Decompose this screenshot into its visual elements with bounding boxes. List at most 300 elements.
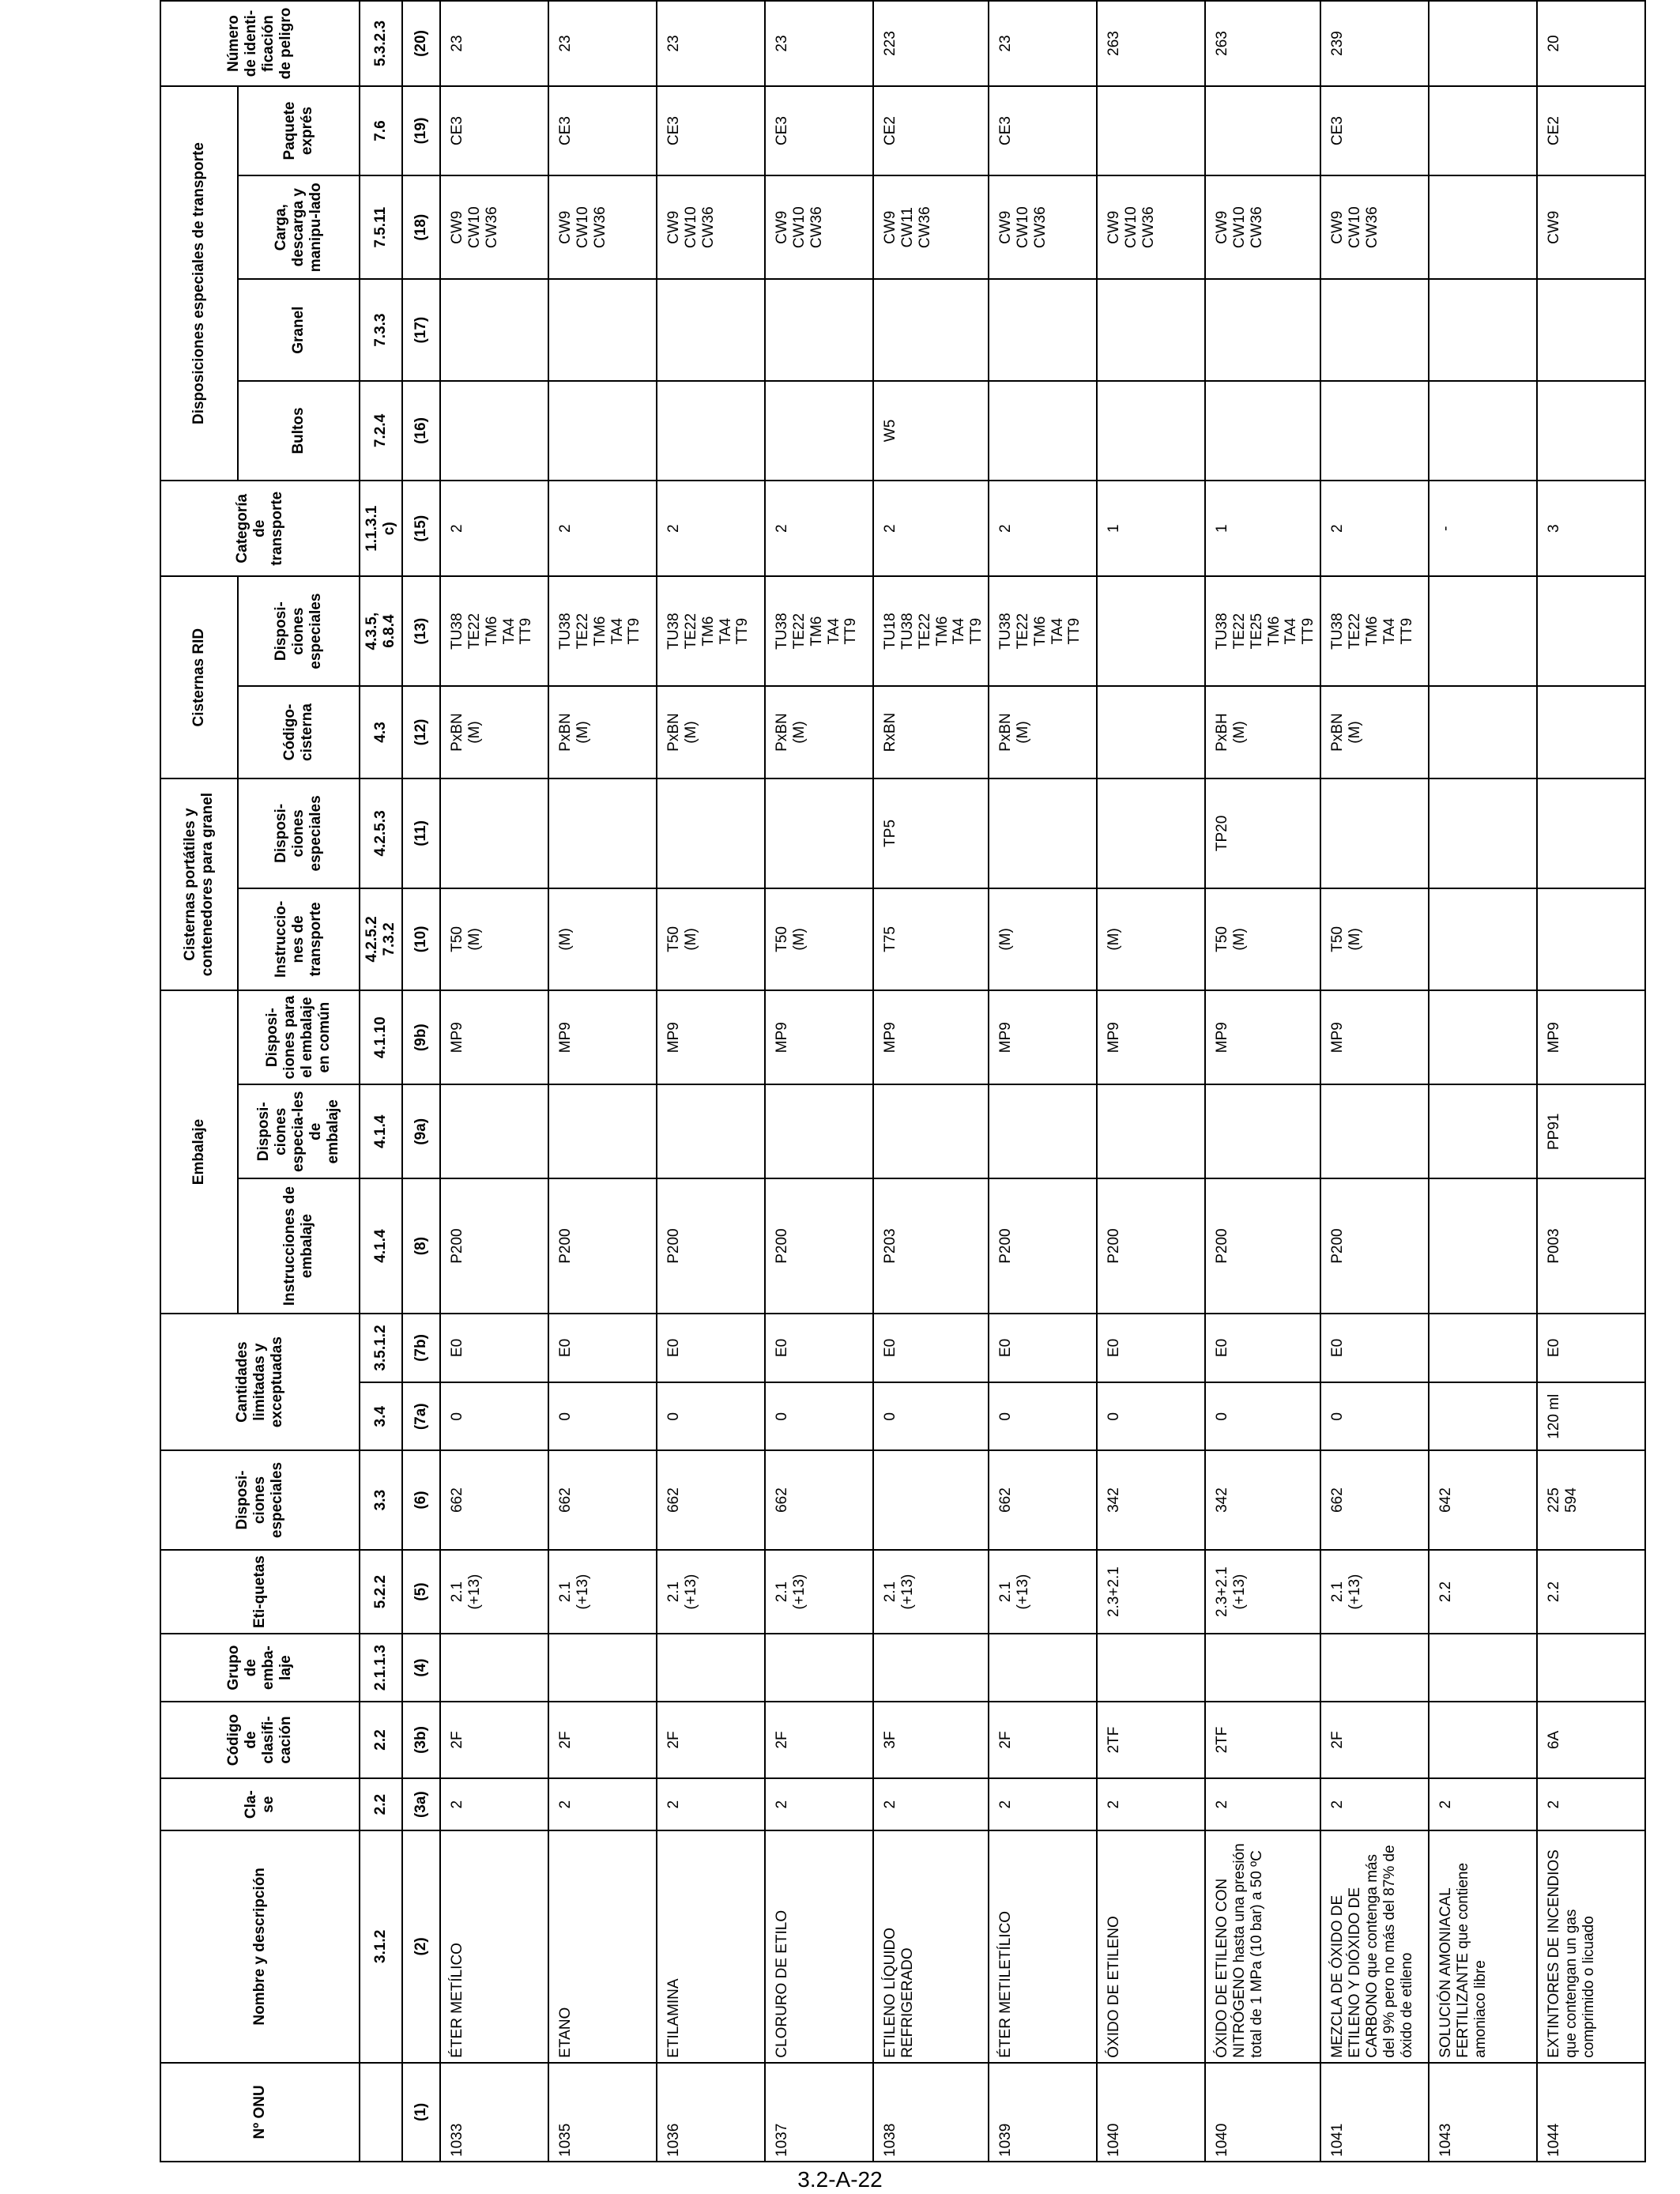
cell-rid-disp: TU18 TU38 TE22 TM6 TA4 TT9 [873,576,989,686]
cell-rid-disp: TU38 TE22 TM6 TA4 TT9 [1320,576,1429,686]
reference-cell: 2.2 [360,1778,402,1830]
cell-peligro: 23 [765,1,873,86]
cell-cp-instr: (M) [548,888,657,990]
cell-bultos [1205,381,1320,481]
cell-cp-disp: TP5 [873,778,989,888]
cell-disp-emb [1320,1084,1429,1178]
cell-grupo [1429,1634,1537,1701]
cell-eq: E0 [1537,1314,1645,1382]
cell-lq: 0 [1205,1382,1320,1450]
column-number-cell: (6) [402,1450,440,1549]
reference-cell: 3.4 [360,1382,402,1450]
cell-carga: CW9 CW10 CW36 [657,175,765,279]
table-row [1205,1,1320,2162]
table-row [1320,1,1429,2162]
cell-peligro: 239 [1320,1,1429,86]
header-disposiciones-especiales: Disposi-ciones especiales [160,1450,360,1549]
header-carga-descarga: Carga, descarga y manipu-lado [238,175,360,279]
cell-expres: CE3 [440,86,548,175]
header-clase: Cla- se [160,1778,360,1830]
cell-instr: P200 [1320,1178,1429,1313]
cell-peligro: 23 [989,1,1097,86]
cell-cp-disp [765,778,873,888]
cell-eq: E0 [1205,1314,1320,1382]
cell-cp-disp: TP20 [1205,778,1320,888]
cell-disp: 662 [989,1450,1097,1549]
cell-cp-instr: T50 (M) [1320,888,1429,990]
cell-rid-codigo: PxBH (M) [1205,686,1320,778]
page-number: 3.2-A-22 [797,2167,883,2192]
cell-instr [1429,1178,1537,1313]
rotated-page [160,0,1597,2162]
cell-carga: CW9 [1537,175,1645,279]
cell-clase: 2 [1205,1778,1320,1830]
header-cisternas-portatiles: Cisternas portátiles y contenedores para granel [160,778,238,990]
cell-nombre: ETILENO LÍQUIDO REFRIGERADO [873,1830,989,2063]
cell-instr: P200 [989,1178,1097,1313]
cell-codigo: 2TF [1205,1702,1320,1779]
cell-etiquetas: 2.1 (+13) [873,1550,989,1634]
cell-emb-comun: MP9 [1320,990,1429,1084]
cell-nombre: EXTINTORES DE INCENDIOS que contengan un gas comprimido o licuado [1537,1830,1645,2063]
cell-rid-codigo: PxBN (M) [548,686,657,778]
cell-granel [989,279,1097,380]
cell-nombre: SOLUCIÓN AMONIACAL FERTILIZANTE que contiene amoniaco libre [1429,1830,1537,2063]
cell-carga: CW9 CW10 CW36 [440,175,548,279]
column-number-cell: (17) [402,279,440,380]
reference-cell: 3.5.1.2 [360,1314,402,1382]
column-number-row [402,1,440,2162]
cell-onu: 1040 [1097,2063,1205,2162]
cell-expres: CE3 [1320,86,1429,175]
cell-rid-codigo: PxBN (M) [657,686,765,778]
cell-clase: 2 [873,1778,989,1830]
cell-peligro: 20 [1537,1,1645,86]
cell-instr: P200 [765,1178,873,1313]
cell-categoria: 2 [989,481,1097,576]
cell-instr: P003 [1537,1178,1645,1313]
cell-clase: 2 [1097,1778,1205,1830]
cell-etiquetas: 2.3+2.1 [1097,1550,1205,1634]
cell-cp-instr: (M) [989,888,1097,990]
cell-carga: CW9 CW10 CW36 [1097,175,1205,279]
header-cisternas-rid: Cisternas RID [160,576,238,778]
cell-cp-disp [548,778,657,888]
cell-disp: 342 [1097,1450,1205,1549]
cell-bultos [1537,381,1645,481]
cell-disp [873,1450,989,1549]
header-numero-peligro: Número de identi-ficación de peligro [160,1,360,86]
cell-bultos [657,381,765,481]
cell-disp: 342 [1205,1450,1320,1549]
cell-etiquetas: 2.1 (+13) [657,1550,765,1634]
cell-disp-emb [1429,1084,1537,1178]
cell-cp-instr: T50 (M) [1205,888,1320,990]
cell-grupo [548,1634,657,1701]
cell-onu: 1035 [548,2063,657,2162]
cell-granel [1429,279,1537,380]
cell-peligro [1429,1,1537,86]
cell-categoria: 1 [1205,481,1320,576]
cell-etiquetas: 2.2 [1537,1550,1645,1634]
header-categoria-transporte: Categoría de transporte [160,481,360,576]
cell-cp-disp [989,778,1097,888]
header-embalaje: Embalaje [160,990,238,1314]
cell-expres: CE3 [548,86,657,175]
reference-cell: 1.1.3.1 c) [360,481,402,576]
cell-peligro: 23 [548,1,657,86]
cell-rid-disp: TU38 TE22 TM6 TA4 TT9 [657,576,765,686]
cell-bultos [1320,381,1429,481]
table-body [440,1,1645,2162]
cell-categoria: 2 [1320,481,1429,576]
cell-carga: CW9 CW10 CW36 [765,175,873,279]
column-number-cell: (9b) [402,990,440,1084]
cell-cp-disp [657,778,765,888]
cell-eq: E0 [873,1314,989,1382]
cell-etiquetas: 2.1 (+13) [548,1550,657,1634]
cell-instr: P200 [1205,1178,1320,1313]
cell-nombre: ÉTER METÍLICO [440,1830,548,2063]
cell-cp-instr: T50 (M) [657,888,765,990]
cell-carga: CW9 CW11 CW36 [873,175,989,279]
cell-granel [873,279,989,380]
cell-lq: 0 [548,1382,657,1450]
header-no-onu: Nº ONU [160,2063,360,2162]
cell-cp-disp [1537,778,1645,888]
table-row [1429,1,1537,2162]
header-bultos: Bultos [238,381,360,481]
cell-rid-disp [1537,576,1645,686]
cell-eq [1429,1314,1537,1382]
cell-etiquetas: 2.1 (+13) [440,1550,548,1634]
column-number-cell: (3b) [402,1702,440,1779]
cell-categoria: 2 [548,481,657,576]
cell-codigo: 2F [1320,1702,1429,1779]
cell-etiquetas: 2.1 (+13) [1320,1550,1429,1634]
cell-disp-emb: PP91 [1537,1084,1645,1178]
cell-bultos [1429,381,1537,481]
cell-granel [1537,279,1645,380]
cell-disp-emb [440,1084,548,1178]
cell-cp-instr [1429,888,1537,990]
cell-codigo: 2F [548,1702,657,1779]
cell-lq: 0 [657,1382,765,1450]
cell-clase: 2 [1537,1778,1645,1830]
cell-emb-comun: MP9 [548,990,657,1084]
column-number-cell: (19) [402,86,440,175]
cell-clase: 2 [989,1778,1097,1830]
reference-cell: 4.3 [360,686,402,778]
cell-rid-codigo [1537,686,1645,778]
cell-expres: CE2 [1537,86,1645,175]
cell-granel [1097,279,1205,380]
cell-expres [1205,86,1320,175]
cell-emb-comun: MP9 [1537,990,1645,1084]
cell-clase: 2 [1320,1778,1429,1830]
cell-eq: E0 [440,1314,548,1382]
column-number-cell: (16) [402,381,440,481]
cell-disp-emb [873,1084,989,1178]
cell-eq: E0 [548,1314,657,1382]
table-row [765,1,873,2162]
cell-expres [1429,86,1537,175]
reference-cell: 7.2.4 [360,381,402,481]
cell-peligro: 263 [1097,1,1205,86]
cell-onu: 1033 [440,2063,548,2162]
cell-categoria: 2 [440,481,548,576]
reference-cell: 3.1.2 [360,1830,402,2063]
cell-granel [1320,279,1429,380]
cell-carga: CW9 CW10 CW36 [1320,175,1429,279]
cell-clase: 2 [1429,1778,1537,1830]
cell-peligro: 263 [1205,1,1320,86]
reference-cell: 2.2 [360,1702,402,1779]
cell-grupo [440,1634,548,1701]
cell-lq: 0 [765,1382,873,1450]
reference-cell: 4.1.10 [360,990,402,1084]
column-number-cell: (8) [402,1178,440,1313]
cell-grupo [1097,1634,1205,1701]
cell-bultos [548,381,657,481]
cell-cp-disp [1097,778,1205,888]
cell-granel [657,279,765,380]
cell-grupo [1537,1634,1645,1701]
cell-grupo [989,1634,1097,1701]
cell-onu: 1038 [873,2063,989,2162]
column-number-cell: (20) [402,1,440,86]
column-number-cell: (18) [402,175,440,279]
cell-disp: 662 [765,1450,873,1549]
cell-disp-emb [548,1084,657,1178]
cell-nombre: MEZCLA DE ÓXIDO DE ETILENO Y DIÓXIDO DE CARBONO que contenga más del 9% pero no más del 87% de óxido de etileno [1320,1830,1429,2063]
table-row [873,1,989,2162]
table-row [657,1,765,2162]
reference-cell: 3.3 [360,1450,402,1549]
cell-carga: CW9 CW10 CW36 [548,175,657,279]
header-instrucciones-embalaje: Instrucciones de embalaje [238,1178,360,1313]
cell-disp-emb [657,1084,765,1178]
reference-cell: 5.2.2 [360,1550,402,1634]
cell-bultos [1097,381,1205,481]
header-instrucciones-transporte: Instruccio-nes de transporte [238,888,360,990]
cell-instr: P200 [548,1178,657,1313]
cell-rid-codigo: PxBN (M) [440,686,548,778]
cell-rid-codigo: PxBN (M) [1320,686,1429,778]
cell-expres: CE3 [657,86,765,175]
cell-granel [765,279,873,380]
cell-eq: E0 [989,1314,1097,1382]
cell-instr: P200 [1097,1178,1205,1313]
cell-emb-comun: MP9 [1205,990,1320,1084]
cell-cp-disp [440,778,548,888]
cell-rid-codigo: PxBN (M) [989,686,1097,778]
cell-lq: 0 [989,1382,1097,1450]
cell-onu: 1041 [1320,2063,1429,2162]
cell-nombre: ÓXIDO DE ETILENO [1097,1830,1205,2063]
cell-peligro: 23 [440,1,548,86]
cell-categoria: 1 [1097,481,1205,576]
cell-rid-disp: TU38 TE22 TM6 TA4 TT9 [989,576,1097,686]
cell-onu: 1044 [1537,2063,1645,2162]
header-disp-especiales-embalaje: Disposi-ciones especia-les de embalaje [238,1084,360,1178]
cell-lq: 0 [873,1382,989,1450]
cell-rid-codigo: RxBN [873,686,989,778]
reference-cell: 4.3.5, 6.8.4 [360,576,402,686]
cell-codigo: 6A [1537,1702,1645,1779]
header-etiquetas: Eti-quetas [160,1550,360,1634]
cell-emb-comun: MP9 [765,990,873,1084]
cell-bultos: W5 [873,381,989,481]
column-number-cell: (1) [402,2063,440,2162]
cell-grupo [1320,1634,1429,1701]
cell-disp: 225 594 [1537,1450,1645,1549]
header-codigo-clasificacion: Código de clasifi-cación [160,1702,360,1779]
cell-grupo [765,1634,873,1701]
cell-bultos [440,381,548,481]
header-cantidades: Cantidades limitadas y exceptuadas [160,1314,360,1451]
header-granel: Granel [238,279,360,380]
cell-lq: 120 ml [1537,1382,1645,1450]
reference-cell: 7.3.3 [360,279,402,380]
cell-disp-emb [765,1084,873,1178]
column-number-cell: (5) [402,1550,440,1634]
cell-etiquetas: 2.2 [1429,1550,1537,1634]
header-disp-embalaje-comun: Disposi-ciones para el embalaje en común [238,990,360,1084]
cell-lq: 0 [1320,1382,1429,1450]
cell-codigo: 2TF [1097,1702,1205,1779]
column-number-cell: (11) [402,778,440,888]
column-number-cell: (12) [402,686,440,778]
cell-onu: 1043 [1429,2063,1537,2162]
cell-cp-disp [1320,778,1429,888]
reference-cell: 4.1.4 [360,1178,402,1313]
cell-expres: CE2 [873,86,989,175]
table-row [548,1,657,2162]
column-number-cell: (7b) [402,1314,440,1382]
header-disp-especiales-transporte: Disposiciones especiales de transporte [160,86,238,481]
cell-cp-instr [1537,888,1645,990]
cell-cp-instr: T75 [873,888,989,990]
cell-disp-emb [1097,1084,1205,1178]
table-row [1537,1,1645,2162]
cell-codigo: 2F [440,1702,548,1779]
cell-grupo [1205,1634,1320,1701]
cell-rid-codigo: PxBN (M) [765,686,873,778]
cell-onu: 1036 [657,2063,765,2162]
cell-codigo: 3F [873,1702,989,1779]
cell-nombre: CLORURO DE ETILO [765,1830,873,2063]
reference-cell: 2.1.1.3 [360,1634,402,1701]
cell-carga: CW9 CW10 CW36 [989,175,1097,279]
cell-nombre: ÓXIDO DE ETILENO CON NITRÓGENO hasta una presión total de 1 MPa (10 bar) a 50 ºC [1205,1830,1320,2063]
cell-expres: CE3 [765,86,873,175]
cell-onu: 1039 [989,2063,1097,2162]
column-number-cell: (9a) [402,1084,440,1178]
cell-nombre: ÉTER METILETÍLICO [989,1830,1097,2063]
column-number-cell: (13) [402,576,440,686]
header-grupo-embalaje: Grupo de emba-laje [160,1634,360,1701]
column-number-cell: (15) [402,481,440,576]
cell-emb-comun: MP9 [989,990,1097,1084]
cell-etiquetas: 2.1 (+13) [989,1550,1097,1634]
cell-nombre: ETILAMINA [657,1830,765,2063]
cell-emb-comun: MP9 [657,990,765,1084]
table-row [440,1,548,2162]
reference-cell: 4.2.5.3 [360,778,402,888]
cell-emb-comun [1429,990,1537,1084]
reference-cell: 4.2.5.2 7.3.2 [360,888,402,990]
cell-rid-disp: TU38 TE22 TM6 TA4 TT9 [765,576,873,686]
cell-bultos [765,381,873,481]
cell-lq: 0 [440,1382,548,1450]
header-codigo-cisterna: Código-cisterna [238,686,360,778]
column-number-cell: (2) [402,1830,440,2063]
cell-clase: 2 [440,1778,548,1830]
cell-eq: E0 [657,1314,765,1382]
cell-categoria: 2 [873,481,989,576]
reference-cell [360,2063,402,2162]
cell-emb-comun: MP9 [440,990,548,1084]
cell-disp: 642 [1429,1450,1537,1549]
cell-rid-disp: TU38 TE22 TM6 TA4 TT9 [440,576,548,686]
cell-grupo [657,1634,765,1701]
cell-instr: P203 [873,1178,989,1313]
cell-grupo [873,1634,989,1701]
reference-row [360,1,402,2162]
cell-disp: 662 [440,1450,548,1549]
cell-codigo [1429,1702,1537,1779]
cell-instr: P200 [657,1178,765,1313]
cell-nombre: ETANO [548,1830,657,2063]
cell-peligro: 23 [657,1,765,86]
cell-disp: 662 [548,1450,657,1549]
cell-emb-comun: MP9 [873,990,989,1084]
cell-carga [1429,175,1537,279]
cell-peligro: 223 [873,1,989,86]
column-number-cell: (3a) [402,1778,440,1830]
cell-categoria: 3 [1537,481,1645,576]
cell-onu: 1040 [1205,2063,1320,2162]
cell-etiquetas: 2.3+2.1 (+13) [1205,1550,1320,1634]
cell-eq: E0 [765,1314,873,1382]
header-cp-disp-especiales: Disposi-ciones especiales [238,778,360,888]
cell-categoria: 2 [765,481,873,576]
table-row [1097,1,1205,2162]
cell-rid-codigo [1429,686,1537,778]
cell-etiquetas: 2.1 (+13) [765,1550,873,1634]
cell-disp: 662 [657,1450,765,1549]
header-rid-disp-especiales: Disposi-ciones especiales [238,576,360,686]
cell-carga: CW9 CW10 CW36 [1205,175,1320,279]
cell-onu: 1037 [765,2063,873,2162]
cell-granel [440,279,548,380]
cell-codigo: 2F [657,1702,765,1779]
cell-granel [548,279,657,380]
cell-codigo: 2F [765,1702,873,1779]
cell-eq: E0 [1320,1314,1429,1382]
cell-cp-instr: T50 (M) [440,888,548,990]
dangerous-goods-table [160,0,1646,2162]
cell-bultos [989,381,1097,481]
cell-granel [1205,279,1320,380]
cell-clase: 2 [765,1778,873,1830]
cell-clase: 2 [548,1778,657,1830]
cell-eq: E0 [1097,1314,1205,1382]
table-row [989,1,1097,2162]
cell-categoria: 2 [657,481,765,576]
cell-disp-emb [1205,1084,1320,1178]
